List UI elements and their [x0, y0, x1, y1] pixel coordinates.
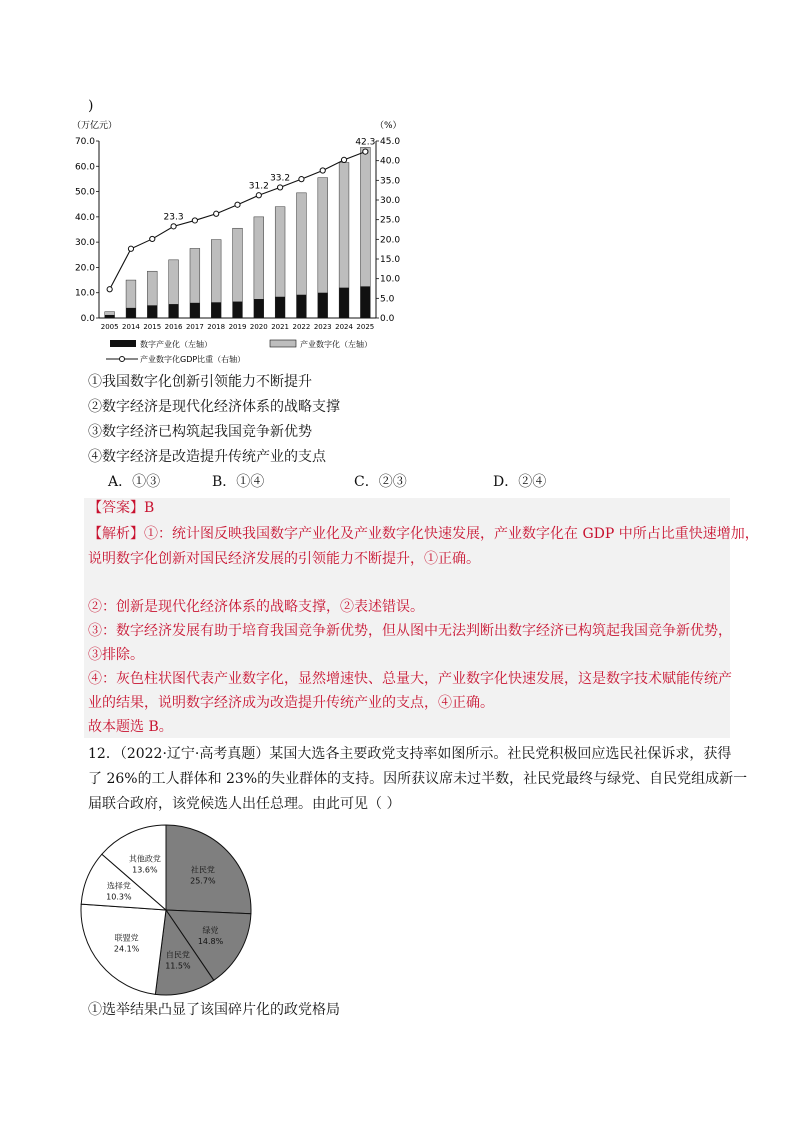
x-tick-label: 2018	[207, 323, 226, 331]
right-tick-label: 20.0	[380, 235, 401, 246]
gdp-share-point	[341, 157, 346, 162]
pie-slice-value: 14.8%	[197, 936, 224, 946]
x-tick-label: 2005	[100, 323, 119, 331]
pie-slice-label: 自民党	[165, 950, 190, 960]
q11-option-b[interactable]: B．①④	[212, 474, 265, 490]
gdp-share-point	[278, 185, 283, 190]
q11-stmt-2: ②数字经济是现代化经济体系的战略支撑	[88, 399, 340, 415]
answer-label: 【答案】B	[88, 500, 155, 516]
q12-stem-line-1: 12．（2022·辽宁·高考真题）某国大选各主要政党支持率如图所示。社民党积极回应选民社保诉求，获得	[88, 746, 732, 762]
pie-slice-value: 25.7%	[190, 876, 216, 886]
x-tick-label: 2025	[356, 323, 375, 331]
party-support-pie-chart	[76, 822, 256, 998]
pie-slice-label: 其他政党	[128, 854, 161, 864]
left-tick-label: 70.0	[74, 137, 95, 147]
legend-label-black: 数字产业化（左轴）	[140, 340, 212, 349]
pie-slice-label: 联盟党	[114, 933, 139, 943]
right-tick-label: 0.0	[380, 314, 395, 324]
analysis-line-4: ③：数字经济发展有助于培育我国竞争新优势，但从图中无法判断出数字经济已构筑起我国竞争新优势，	[88, 623, 732, 639]
x-tick-label: 2019	[228, 323, 247, 331]
question-tail-paren: )	[88, 98, 94, 114]
bars	[105, 147, 370, 318]
gdp-share-point	[299, 177, 304, 182]
right-tick-label: 15.0	[380, 255, 401, 265]
gdp-share-point	[171, 224, 176, 229]
left-tick-label: 60.0	[74, 162, 95, 173]
right-tick-label: 5.0	[380, 294, 395, 305]
right-tick-label: 35.0	[380, 176, 401, 187]
bar-digital-industrialization	[339, 288, 349, 318]
bar-digital-industrialization	[318, 293, 328, 318]
data-label: 33.2	[270, 173, 291, 184]
legend-swatch-black	[110, 340, 136, 347]
pie-slice-label: 选择党	[106, 881, 131, 891]
data-label: 42.3	[355, 137, 376, 148]
left-tick-label: 40.0	[74, 212, 95, 223]
bar-digital-industrialization	[254, 299, 264, 318]
bar-digital-industrialization	[147, 305, 157, 318]
analysis-line-7: 业的结果，说明数字经济成为改造提升传统产业的支点，④正确。	[88, 695, 494, 711]
digital-economy-chart	[70, 116, 420, 374]
x-tick-label: 2021	[271, 323, 290, 331]
legend-swatch-gray	[270, 340, 296, 347]
legend-label-gray: 产业数字化（左轴）	[300, 340, 372, 349]
pie-slice-value: 11.5%	[165, 961, 191, 971]
x-tick-label: 2016	[164, 323, 183, 331]
gdp-share-point	[107, 287, 112, 292]
bar-digital-industrialization	[169, 304, 179, 318]
left-tick-label: 20.0	[74, 263, 95, 274]
bar-digital-industrialization	[211, 302, 221, 318]
legend-label-line: 产业数字化GDP比重（右轴）	[140, 355, 246, 364]
left-tick-label: 30.0	[74, 238, 95, 249]
bar-digital-industrialization	[126, 308, 136, 318]
q11-stmt-1: ①我国数字化创新引领能力不断提升	[88, 374, 312, 390]
data-label: 23.3	[163, 212, 184, 223]
x-tick-label: 2015	[143, 323, 162, 331]
q12-stem-line-2: 了 26%的工人群体和 23%的失业群体的支持。因所获议席未过半数，社民党最终与绿党、自民党组成新一	[88, 771, 748, 787]
bar-digital-industrialization	[360, 286, 370, 318]
left-tick-label: 10.0	[74, 288, 95, 299]
gdp-share-point	[256, 193, 261, 198]
right-tick-label: 30.0	[380, 196, 401, 206]
q11-stmt-4: ④数字经济是改造提升传统产业的支点	[88, 449, 326, 465]
analysis-line-8: 故本题选 B。	[88, 719, 173, 735]
left-tick-label: 50.0	[74, 187, 95, 198]
left-axis-unit: （万亿元）	[72, 121, 118, 131]
q11-option-d[interactable]: D．②④	[493, 474, 547, 490]
analysis-line-5: ③排除。	[88, 647, 144, 663]
gdp-share-point	[320, 168, 325, 173]
left-tick-label: 0.0	[80, 314, 95, 324]
bar-digital-industrialization	[297, 295, 307, 318]
right-tick-label: 40.0	[380, 156, 401, 167]
left-axis-ticks	[75, 137, 99, 324]
legend-line-marker	[120, 357, 125, 362]
gdp-share-point	[150, 236, 155, 241]
data-label: 31.2	[248, 181, 269, 192]
x-tick-label: 2014	[122, 323, 140, 331]
right-axis-ticks	[376, 137, 400, 324]
x-tick-label: 2022	[292, 323, 311, 331]
gdp-share-point	[363, 149, 368, 154]
analysis-line-1: 【解析】①：统计图反映我国数字产业化及产业数字化快速发展，产业数字化在 GDP 中所占比重快速增加，	[88, 526, 759, 542]
q11-stmt-3: ③数字经济已构筑起我国竞争新优势	[88, 424, 312, 440]
q12-stem-line-3: 届联合政府，该党候选人出任总理。由此可见（ ）	[88, 796, 401, 812]
right-axis-unit: （%）	[375, 121, 402, 131]
x-tick-label: 2023	[313, 323, 332, 331]
pie-slice-value: 10.3%	[106, 892, 132, 902]
bar-digital-industrialization	[233, 302, 243, 318]
gdp-share-point	[192, 218, 197, 223]
right-tick-label: 10.0	[380, 274, 401, 285]
x-axis-labels	[101, 323, 375, 331]
x-tick-label: 2020	[249, 323, 268, 331]
gdp-share-point	[235, 202, 240, 207]
right-tick-label: 45.0	[380, 137, 401, 147]
analysis-line-2: 说明数字化创新对国民经济发展的引领能力不断提升，①正确。	[88, 551, 480, 567]
pie-slice-label: 绿党	[202, 925, 219, 935]
gdp-share-point	[128, 246, 133, 251]
x-tick-label: 2017	[185, 323, 204, 331]
q11-option-a[interactable]: A．①③	[108, 474, 161, 490]
bar-digital-industrialization	[190, 303, 200, 318]
analysis-line-3: ②：创新是现代化经济体系的战略支撑，②表述错误。	[88, 599, 424, 615]
q11-option-c[interactable]: C．②③	[354, 474, 407, 490]
pie-slice-value: 13.6%	[132, 865, 158, 875]
right-tick-label: 25.0	[380, 215, 401, 226]
analysis-line-6: ④：灰色柱状图代表产业数字化，显然增速快、总量大，产业数字化快速发展，这是数字技术赋能传统产	[88, 671, 732, 687]
pie-slice-value: 24.1%	[113, 944, 140, 954]
bar-digital-industrialization	[275, 297, 285, 318]
gdp-share-point	[214, 211, 219, 216]
x-tick-label: 2024	[335, 323, 353, 331]
pie-slice-label: 社民党	[190, 865, 215, 875]
q12-stmt-1: ①选举结果凸显了该国碎片化的政党格局	[88, 1002, 340, 1018]
